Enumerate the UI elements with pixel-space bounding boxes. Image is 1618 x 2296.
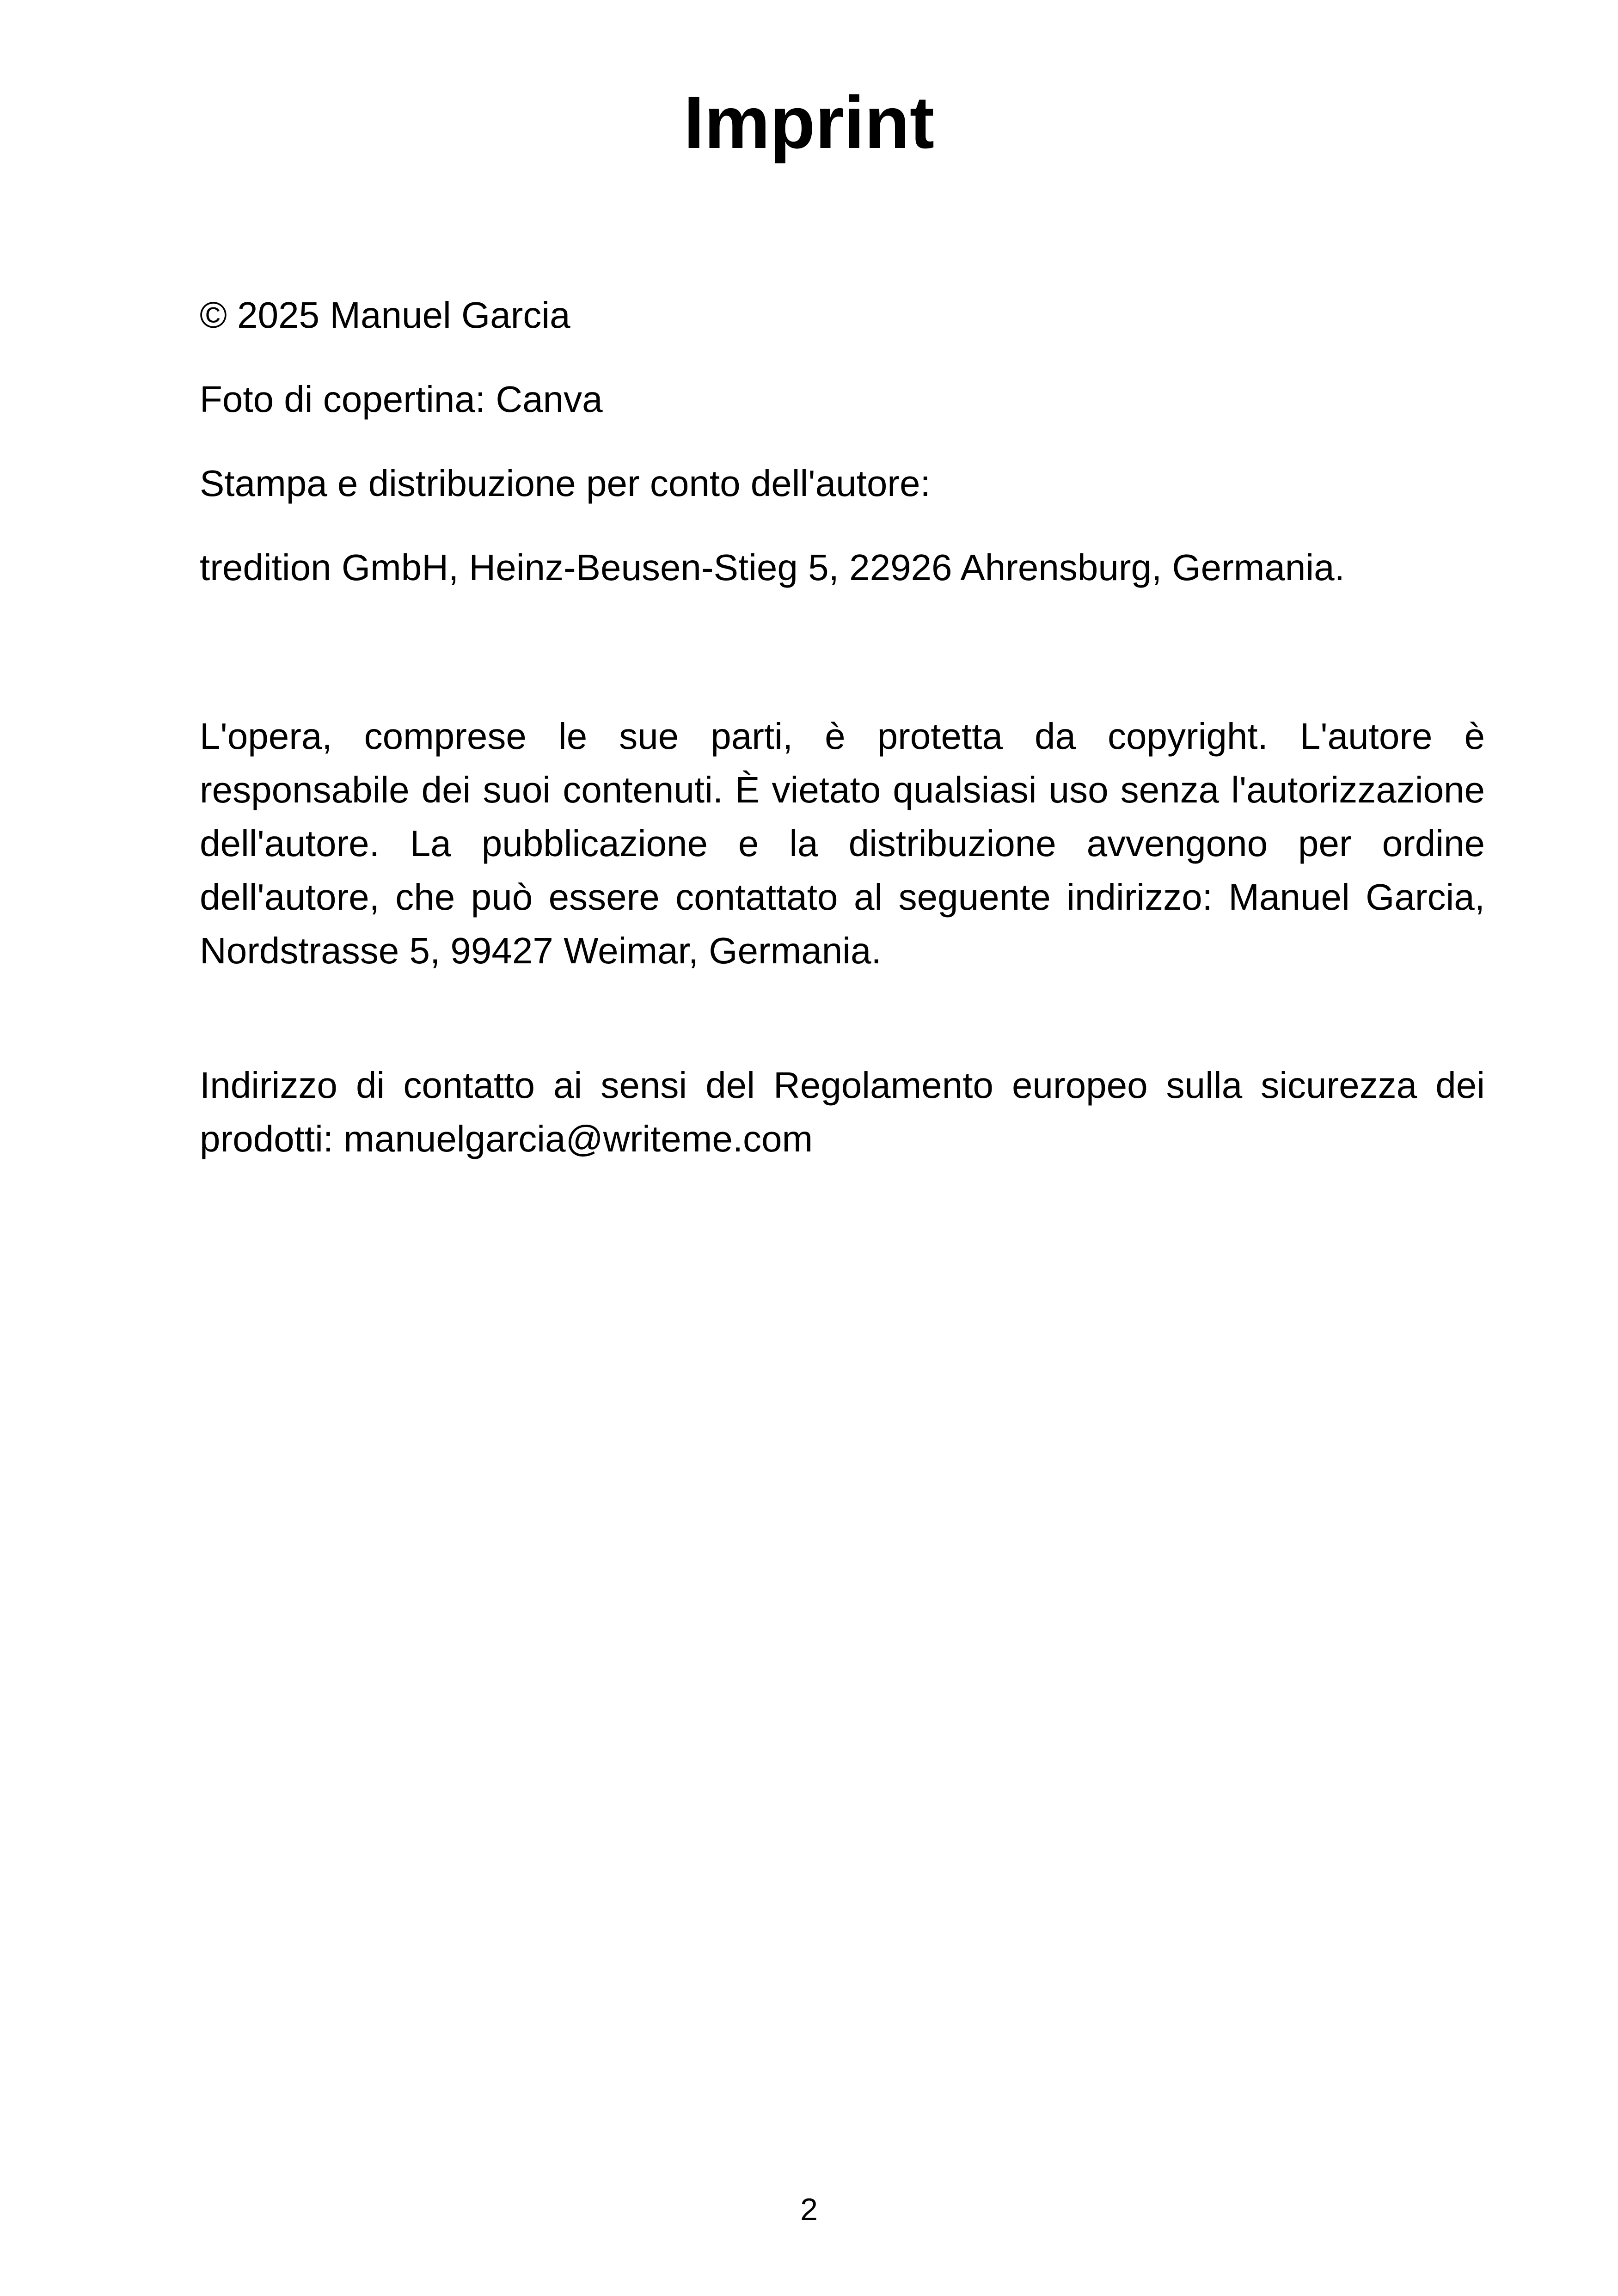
copyright-notice-paragraph: L'opera, comprese le sue parti, è protetta da copyright. L'autore è responsabile dei suoi contenuti. È vietato qualsiasi uso senza l'autorizzazione dell'autore. La pubblicazione e la distribuzione avvengono per ordine dell'autore, che può essere contattato al seguente indirizzo: Manuel Garcia, Nordstrasse 5, 99427 Weimar, Germania.	[200, 716, 1485, 971]
product-safety-contact-paragraph: Indirizzo di contatto ai sensi del Regolamento europeo sulla sicurezza dei prodotti: manuelgarcia@writeme.com	[200, 1065, 1485, 1159]
copyright-line: © 2025 Manuel Garcia	[200, 294, 570, 336]
page-title: Imprint	[683, 81, 935, 164]
cover-photo-credit: Foto di copertina: Canva	[200, 379, 603, 420]
publisher-address: tredition GmbH, Heinz-Beusen-Stieg 5, 22926 Ahrensburg, Germania.	[200, 547, 1345, 588]
print-distribution-line: Stampa e distribuzione per conto dell'autore:	[200, 463, 931, 504]
page-number: 2	[800, 2192, 818, 2227]
